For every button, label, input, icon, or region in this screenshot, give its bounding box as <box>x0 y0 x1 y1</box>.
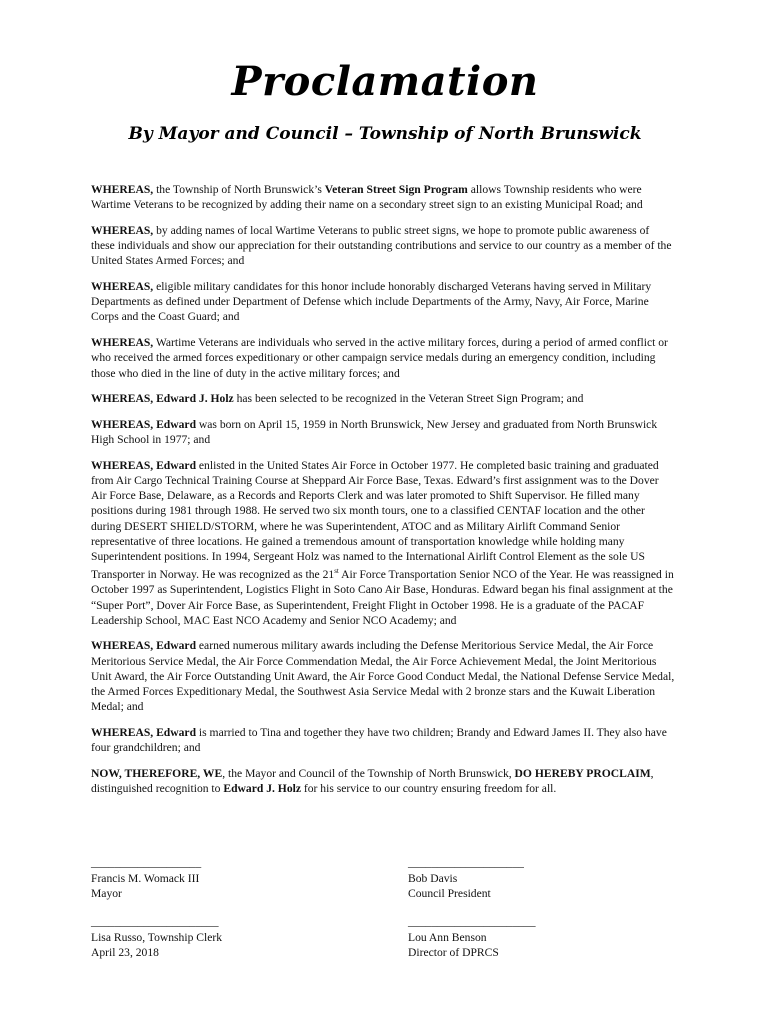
signer-name: Francis M. Womack III <box>91 871 200 885</box>
signer-name: Lisa Russo, Township Clerk <box>91 930 223 944</box>
paragraph-text: is married to Tina and together they have two children; Brandy and Edward James II. They also have four grandchildren; and <box>91 725 667 755</box>
bold-lead: WHEREAS, Edward J. Holz <box>91 392 234 406</box>
document-subtitle: By Mayor and Council – Township of North Brunswick <box>128 124 642 144</box>
signature-block-council-president <box>408 855 524 902</box>
paragraph-text: the Township of North Brunswick’s <box>153 183 325 196</box>
paragraph-text: , distinguished recognition to <box>91 766 654 796</box>
signature-block-mayor <box>91 855 201 902</box>
bold-lead: WHEREAS, Edward <box>91 458 197 472</box>
paragraph-text: Wartime Veterans are individuals who served in the active military forces, during a period of armed conflict or who received the armed forces expeditionary or other campaign service medals during an emergency condition, including those who died in the line of duty in the active military forces; and <box>91 336 668 380</box>
whereas-paragraph-8 <box>91 638 675 714</box>
paragraph-text: earned numerous military awards including the Defense Meritorious Service Medal, the Air Force Meritorious Service Medal, the Air Force Commendation Medal, the Air Force Achievement Medal, the Joint Meritorious Unit Award, the Air Force Outstanding Unit Award, the Air Force Good Conduct Medal, the National Defense Service Medal, the Armed Forces Expeditionary Medal, the Southwest Asia Service Medal with 2 bronze stars and the Kuwait Liberation Medal; and <box>91 639 675 714</box>
document-title: Proclamation <box>231 58 539 105</box>
bold-lead: WHEREAS, Edward <box>91 725 197 739</box>
paragraph-text: eligible military candidates for this honor include honorably discharged Veterans having served in Military Departments as defined under Department of Defense which include Departments of the Army, Navy, Air Force, Marine Corps and the Coast Guard; and <box>91 280 652 324</box>
bold-program-name: Veteran Street Sign Program <box>324 183 468 196</box>
signer-title: Council President <box>408 887 491 900</box>
signer-name: Lou Ann Benson <box>408 930 487 944</box>
signature-block-dprcs <box>408 914 536 961</box>
whereas-paragraph-9 <box>91 725 675 755</box>
signature-line: ______________________ <box>408 915 536 928</box>
signer-name: Bob Davis <box>408 871 458 885</box>
whereas-paragraph-7 <box>91 458 675 628</box>
paragraph-text: has been selected to be recognized in the Veteran Street Sign Program; and <box>233 392 584 406</box>
signer-title: Mayor <box>91 887 122 900</box>
whereas-paragraph-2 <box>91 223 675 269</box>
bold-lead: WHEREAS, Edward <box>91 639 197 653</box>
bold-lead: WHEREAS, <box>91 223 154 237</box>
signature-line: ____________________ <box>408 856 524 869</box>
paragraph-text: Air Force Transportation Senior NCO of the Year. He was reassigned in October 1997 as Superintendent, Logistics Flight in Soto Cano Air Base, Honduras. Edward began his final assignment at the “Super Port”, Dover Air Force Base, as Superintendent, Freight Flight in October 1998. He is a graduate of the PACAF Leadership School, MAC East NCO Academy and Senior NCO Academy; and <box>91 568 674 627</box>
paragraph-text: for his service to our country ensuring freedom for all. <box>300 782 557 796</box>
signature-line: ______________________ <box>91 915 219 928</box>
whereas-paragraph-3 <box>91 279 675 325</box>
signature-line: ___________________ <box>91 856 202 869</box>
whereas-paragraph-5 <box>91 391 675 406</box>
signer-title: Director of DPRCS <box>408 946 499 959</box>
paragraph-text: by adding names of local Wartime Veterans to public street signs, we hope to promote public awareness of these individuals and show our appreciation for their outstanding contributions and service to our country as a member of the United States Armed Forces; and <box>91 223 672 268</box>
proclamation-body <box>91 182 675 807</box>
whereas-paragraph-6 <box>91 417 675 447</box>
bold-lead: WHEREAS, <box>91 280 154 294</box>
ordinal-superscript: st <box>334 567 339 576</box>
bold-proclaim: DO HEREBY PROCLAIM <box>514 766 651 780</box>
bold-lead: NOW, THEREFORE, WE <box>91 766 223 780</box>
bold-lead: WHEREAS, <box>91 336 154 350</box>
paragraph-text: allows Township residents who were Wartime Veterans to be recognized by adding their name on a secondary street sign to an existing Municipal Road; and <box>91 183 643 212</box>
bold-lead: WHEREAS, Edward <box>91 417 197 431</box>
paragraph-text: , the Mayor and Council of the Township of North Brunswick, <box>222 766 515 780</box>
paragraph-text: was born on April 15, 1959 in North Brunswick, New Jersey and graduated from North Brunswick High School in 1977; and <box>91 417 658 447</box>
bold-honoree-name: Edward J. Holz <box>223 782 301 796</box>
whereas-paragraph-1 <box>91 182 675 212</box>
bold-lead: WHEREAS, <box>91 183 154 196</box>
paragraph-text: enlisted in the United States Air Force in October 1977. He completed basic training and graduated from Air Cargo Technical Training Course at Sheppard Air Force Base, Texas. Edward’s first assignment was to the Dover Air Force Base, Delaware, as a Records and Reports Clerk and was later promoted to Shift Supervisor. He filled many positions during 1981 through 1988. He served two six month tours, one to a classified CENTAF location and the other during DESERT SHIELD/STORM, where he was Superintendent, ATOC and as Military Airlift Command Senior representative of three locations. He gained a tremendous amount of transportation knowledge while holding many Superintendent positions. In 1994, Sergeant Holz was named to the International Airlift Control Element as the sole US Transporter in Norway. He was recognized as the 21 <box>91 458 659 582</box>
whereas-paragraph-4 <box>91 335 675 381</box>
proclaim-paragraph <box>91 766 675 796</box>
signature-date: April 23, 2018 <box>91 946 159 959</box>
signature-block-clerk <box>91 914 222 961</box>
